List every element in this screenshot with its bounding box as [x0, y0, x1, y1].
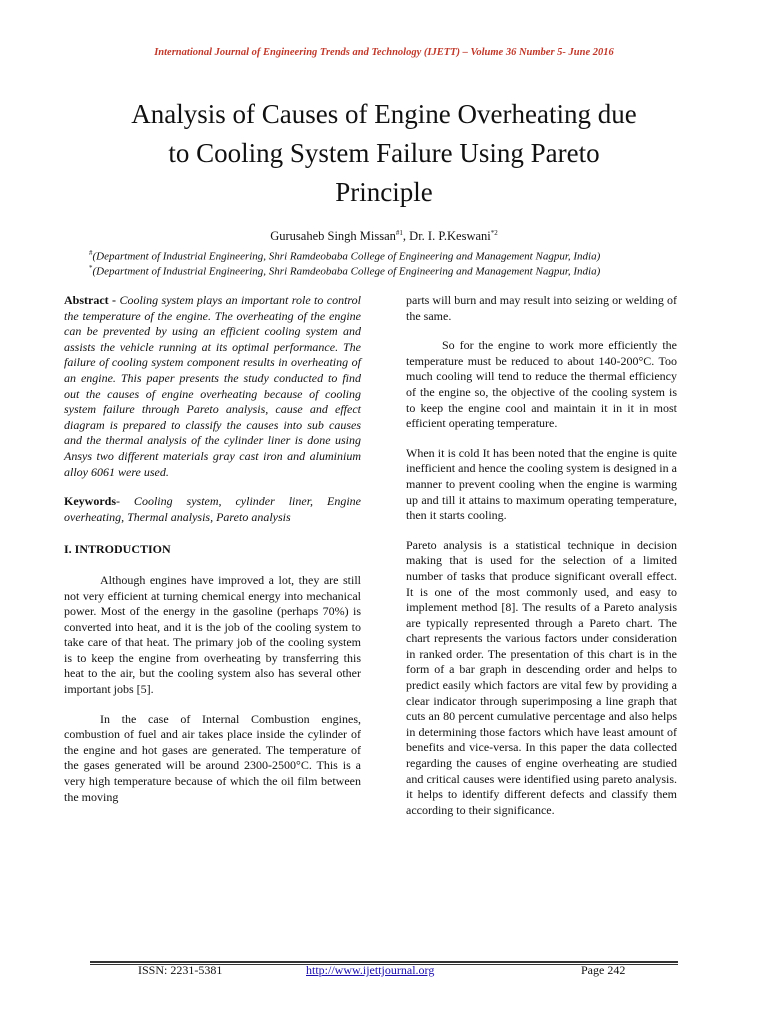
right-paragraph-1: parts will burn and may result into seizing or welding of the same.: [406, 293, 677, 323]
author-2-mark: *2: [490, 229, 498, 237]
left-column: [64, 293, 361, 805]
right-paragraph-3: When it is cold It has been noted that the engine is quite inefficient and hence the cooling system is designed in a manner to prevent cooling when the engine is warming up and till it attains to maximum operating temperature, then it starts cooling.: [406, 445, 677, 523]
right-paragraph-4: Pareto analysis is a statistical technique in decision making that is used for the selection of a limited number of tasks that produce significant overall effect. It is one of the most commonly used, and easy to implement method [8]. The results of a Pareto analysis are typically represented through a Pareto chart. The chart represents the various factors under consideration in ranked order. The presentation of this chart is in the form of a bar graph in descending order and helps to predict easily which factors are vital few by providing a clear indicator through superimposing a line graph that cuts an 80 percent cumulative percentage and also helps in determining those factors which have least amount of benefits and vice-versa. In this paper the data collected regarding the causes of engine overheating are studied and critical causes were identified using pareto analysis. it helps to identify different defects and classify them according to their significance.: [406, 537, 677, 817]
intro-paragraph-1: Although engines have improved a lot, they are still not very efficient at turning chemical energy into mechanical power. Most of the energy in the gasoline (perhaps 70%) is converted into heat, and it is the job of the cooling system to take care of that heat. The primary job of the cooling system is to keep the engine from overheating by transferring this heat to the air, but the cooling system also has several other important jobs [5].: [64, 572, 361, 697]
title-line-1: Analysis of Causes of Engine Overheating due: [131, 99, 637, 129]
author-2: , Dr. I. P.Keswani: [402, 229, 491, 244]
affiliation-1-text: (Department of Industrial Engineering, Shri Ramdeobaba College of Engineering and Management Nagpur, India): [92, 250, 601, 263]
section-heading-introduction: I. INTRODUCTION: [64, 542, 171, 557]
footer-journal-link[interactable]: http://www.ijettjournal.org: [306, 963, 435, 977]
affiliation-2-text: (Department of Industrial Engineering, Shri Ramdeobaba College of Engineering and Management Nagpur, India): [92, 265, 601, 278]
footer-page-number: Page 242: [581, 963, 626, 977]
author-1-mark: #1: [395, 229, 403, 237]
title-line-3: Principle: [335, 177, 433, 207]
right-paragraph-2: So for the engine to work more efficiently the temperature must be reduced to about 140-200°C. Too much cooling will tend to reduce the thermal efficiency of the engine so, the objective of the cooling system is to keep the engine cool and maintain it in it in most efficient operating temperature.: [406, 338, 677, 431]
author-1: Gurusaheb Singh Missan: [270, 229, 396, 244]
abstract: [64, 293, 361, 480]
abstract-text: Cooling system plays an important role to control the temperature of the engine. The overheating of the engine can be prevented by using an efficient cooling system and assists the vehicle running at its optimal performance. The failure of cooling system component results in overheating of an engine. This paper presents the study conducted to find out the causes of engine overheating because of cooling system failure through Pareto analysis, cause and effect diagram is prepared to classify the causes into sub causes and the thermal analysis of the cylinder liner is done using Ansys two different materials gray cast iron and aluminium alloy 6061 were used.: [64, 293, 361, 479]
paper-title: [60, 95, 708, 212]
affiliation-2-mark: *: [89, 264, 93, 272]
keywords-label: Keywords: [64, 494, 116, 509]
affiliation-1-mark: #: [89, 249, 93, 257]
right-column: [406, 293, 677, 818]
footer-issn: ISSN: 2231-5381: [138, 963, 223, 977]
affiliation-2: [89, 264, 689, 278]
keywords-text: - Cooling system, cylinder liner, Engine overheating, Thermal analysis, Pareto analysis: [64, 494, 361, 524]
intro-paragraph-2: In the case of Internal Combustion engines, combustion of fuel and air takes place inside the cylinder of the engine and hot gases are generated. The temperature of the gases generated will be around 2300-2500°C. This is a very high temperature because of which the oil film between the moving: [64, 711, 361, 804]
author-list: [0, 229, 768, 244]
title-line-2: to Cooling System Failure Using Pareto: [168, 138, 600, 168]
affiliation-1: [89, 249, 689, 263]
abstract-label: Abstract -: [64, 293, 117, 307]
journal-header: International Journal of Engineering Trends and Technology (IJETT) – Volume 36 Number 5- June 2016: [154, 47, 614, 58]
keywords: [64, 494, 361, 525]
